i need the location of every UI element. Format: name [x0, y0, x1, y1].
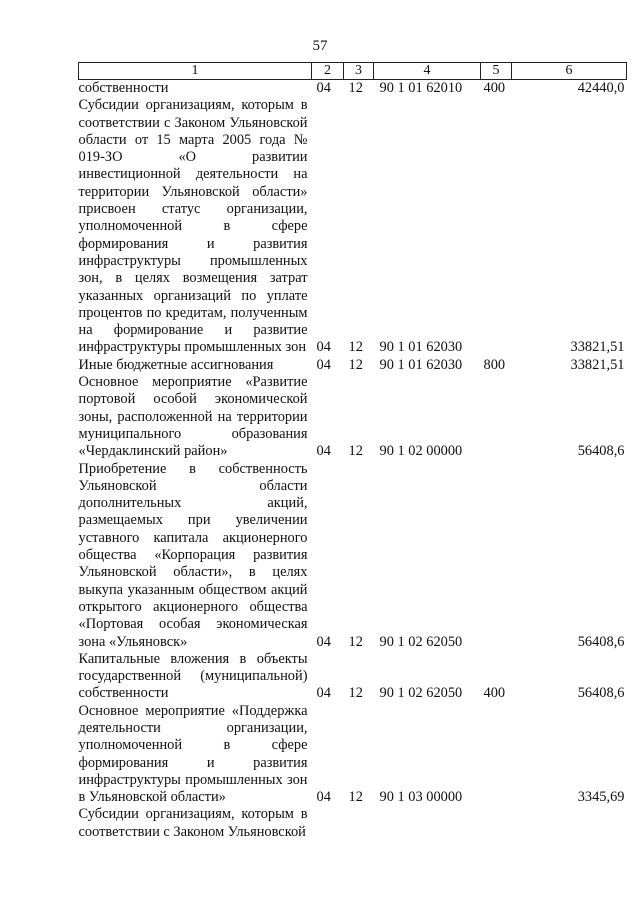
- header-col-2: 2: [312, 63, 344, 80]
- header-col-4: 4: [374, 63, 481, 80]
- row-subsection: 12: [348, 633, 363, 650]
- row-name: собственности: [78, 80, 169, 96]
- header-col-1: 1: [79, 63, 312, 80]
- table-row: [79, 357, 627, 374]
- row-target-article: 90 1 01 62010: [379, 80, 463, 96]
- table-row: [79, 374, 627, 460]
- row-expense-type: 400: [483, 685, 506, 702]
- row-subsection: 12: [348, 356, 363, 373]
- row-code: 04: [316, 356, 331, 373]
- row-target-article: 90 1 02 62050: [379, 685, 463, 702]
- row-code: 04: [316, 789, 331, 806]
- row-expense-type: [481, 461, 512, 651]
- table-row: [79, 461, 627, 651]
- row-sum: 33821,51: [570, 339, 625, 356]
- header-row: [79, 63, 627, 80]
- row-expense-type: [481, 374, 512, 460]
- row-subsection: 12: [348, 685, 363, 702]
- row-target-article: 90 1 01 62030: [379, 339, 463, 356]
- row-name: Иные бюджетные ассигнования: [78, 356, 274, 373]
- table-row: [79, 806, 627, 841]
- header-col-6: 6: [512, 63, 627, 80]
- row-sum: 33821,51: [570, 356, 625, 373]
- row-code: 04: [316, 685, 331, 702]
- row-code: 04: [316, 339, 331, 356]
- row-sum: 56408,6: [577, 633, 625, 650]
- row-name: Основное мероприятие «Развитие портовой особой экономической зоны, расположенной на территории муниципального образования «Чердаклинский район»: [78, 374, 308, 460]
- row-target-article: 90 1 03 00000: [379, 789, 463, 806]
- row-target-article: [374, 806, 481, 841]
- row-expense-type: [481, 97, 512, 356]
- row-code: 04: [316, 443, 331, 460]
- row-expense-type: [481, 806, 512, 841]
- row-subsection: 12: [348, 339, 363, 356]
- row-code: 04: [316, 80, 331, 96]
- row-target-article: 90 1 02 62050: [379, 633, 463, 650]
- page-number: 57: [312, 38, 328, 54]
- table-row: [79, 80, 627, 98]
- header-col-3: 3: [344, 63, 374, 80]
- row-name: Субсидии организациям, которым в соответствии с Законом Ульяновской области от 15 марта 2005 года № 019-ЗО «О развитии инвестиционной деятельности на территории Ульяновской области» присвоен статус организации, уполномоченной в сфере формирования и развития инфраструктуры промышленных зон, в целях возмещения затрат указанных организаций по уплате процентов по кредитам, полученным на формирование и развитие инфраструктуры промышленных зон: [78, 97, 308, 356]
- row-name: Приобретение в собственность Ульяновской области дополнительных акций, размещаемых при увеличении уставного капитала акционерного общества «Корпорация развития Ульяновской области», в целях выкупа указанным обществом акций открытого акционерного общества «Портовая особая экономическая зона «Ульяновск»: [78, 460, 308, 650]
- row-subsection: 12: [348, 80, 363, 96]
- row-sum: 3345,69: [577, 789, 625, 806]
- row-expense-type: 800: [483, 356, 506, 373]
- header-col-5: 5: [481, 63, 512, 80]
- row-target-article: 90 1 01 62030: [379, 356, 463, 373]
- row-sum: 42440,0: [577, 80, 625, 96]
- table-body: [79, 80, 627, 842]
- row-target-article: 90 1 02 00000: [379, 443, 463, 460]
- row-name: Капитальные вложения в объекты государственной (муниципальной) собственности: [78, 650, 308, 702]
- table-row: [79, 703, 627, 807]
- budget-table: [78, 62, 627, 841]
- row-subsection: 12: [348, 789, 363, 806]
- row-sum: 56408,6: [577, 685, 625, 702]
- row-sum: [512, 806, 627, 841]
- row-subsection: 12: [348, 443, 363, 460]
- row-name: Субсидии организациям, которым в соответствии с Законом Ульяновской: [78, 806, 308, 840]
- row-expense-type: 400: [483, 80, 506, 96]
- table-row: [79, 97, 627, 356]
- row-expense-type: [481, 703, 512, 807]
- row-sum: 56408,6: [577, 443, 625, 460]
- row-code: [312, 806, 344, 841]
- table-row: [79, 651, 627, 703]
- table-header: [79, 63, 627, 80]
- row-code: 04: [316, 633, 331, 650]
- row-name: Основное мероприятие «Поддержка деятельности организации, уполномоченной в сфере формирования и развития инфраструктуры промышленных зон в Ульяновской области»: [78, 702, 308, 806]
- row-subsection: [344, 806, 374, 841]
